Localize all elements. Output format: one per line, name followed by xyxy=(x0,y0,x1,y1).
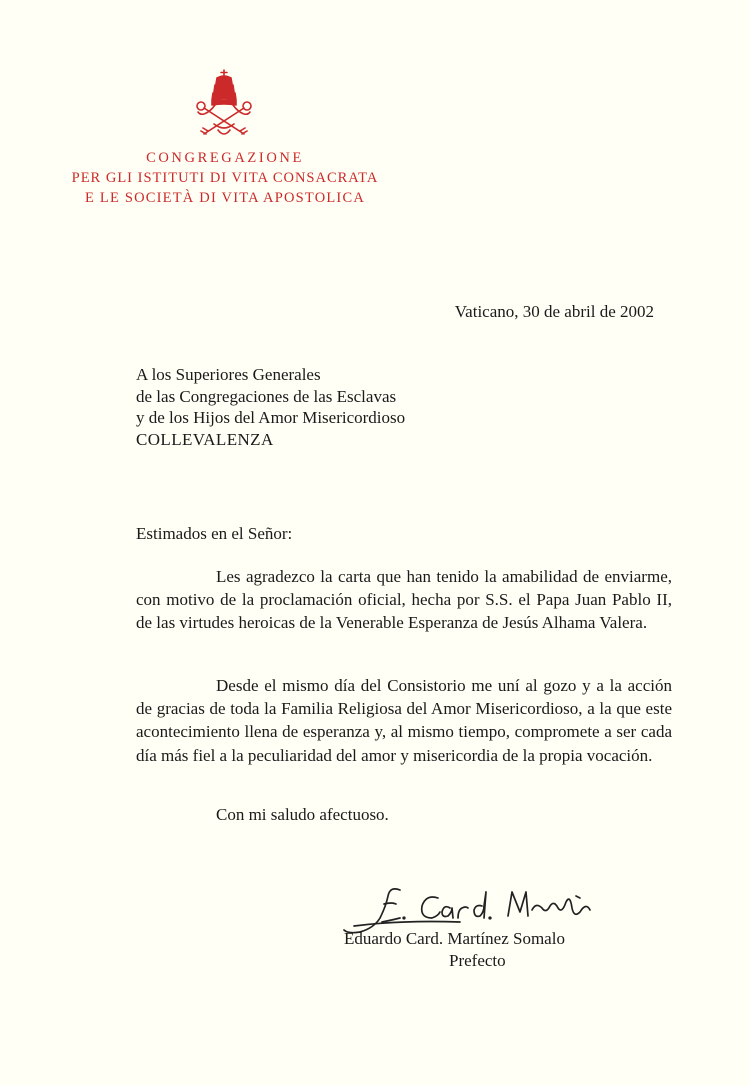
signer-title: Prefecto xyxy=(449,951,506,970)
body-paragraph-2: Desde el mismo día del Consistorio me uní al gozo y a la acción de gracias de toda la Familia Religiosa del Amor Misericordioso, a la que este acontecimiento llena de esperanza y, al mismo tiempo, compromete a ser cada día más fiel a la peculiaridad del amor y misericordia de la propia vocación. xyxy=(136,676,672,765)
recipient-line: y de los Hijos del Amor Misericordioso xyxy=(136,408,406,427)
closing-line: Con mi saludo afectuoso. xyxy=(216,805,389,824)
signer-name: Eduardo Card. Martínez Somalo xyxy=(344,929,565,948)
letterhead-line-1: CONGREGAZIONE xyxy=(146,150,304,166)
recipient-line: A los Superiores Generales xyxy=(136,365,321,384)
recipient-line: de las Congregaciones de las Esclavas xyxy=(136,386,397,406)
letterhead-line-3: E LE SOCIETÀ DI VITA APOSTOLICA xyxy=(85,190,365,206)
letterhead-line-2: PER GLI ISTITUTI DI VITA CONSACRATA xyxy=(71,170,379,186)
salutation: Estimados en el Señor: xyxy=(136,524,293,543)
body-paragraph-1: Les agradezco la carta que han tenido la amabilidad de enviarme, con motivo de la proclamación oficial, hecha por S.S. el Papa Juan Pablo II, de las virtudes heroicas de la Venerable Esperanza de Jesús Alhama Valera. xyxy=(136,567,672,633)
papal-tiara-crossed-keys-icon xyxy=(190,68,258,140)
letter-date: Vaticano, 30 de abril de 2002 xyxy=(454,302,654,321)
recipient-block xyxy=(136,364,405,450)
recipient-city: COLLEVALENZA xyxy=(136,429,274,449)
